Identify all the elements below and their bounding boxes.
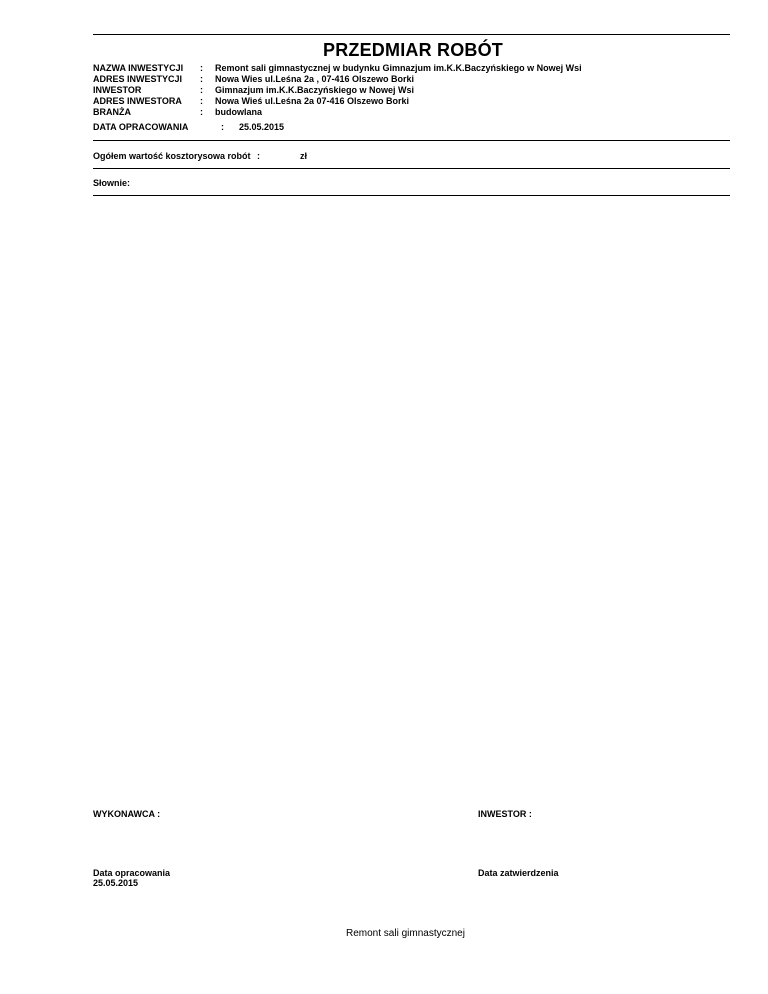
info-colon: : [200,107,203,117]
info-colon: : [200,63,203,73]
rule-above-words [93,168,730,169]
approval-date-label: Data zatwierdzenia [478,868,559,878]
rule-below-words [93,195,730,196]
info-value-investor: Gimnazjum im.K.K.Baczyńskiego w Nowej Wsi [215,85,415,95]
info-label-project-name: NAZWA INWESTYCJI [93,63,184,73]
info-colon: : [200,74,203,84]
total-value-colon: : [257,151,260,161]
date-prep-colon: : [221,122,224,132]
investor-label: INWESTOR : [478,809,532,819]
info-colon: : [200,96,203,106]
info-value-project-name: Remont sali gimnastycznej w budynku Gimnazjum im.K.K.Baczyńskiego w Nowej Wsi [215,63,582,73]
total-currency: zł [300,151,308,161]
date-prep-value: 25.05.2015 [239,122,285,132]
info-label-investor: INWESTOR [93,85,142,95]
prep-date-value: 25.05.2015 [93,878,139,888]
info-value-investor-address: Nowa Wieś ul.Leśna 2a 07-416 Olszewo Borki [215,96,409,106]
info-label-investor-address: ADRES INWESTORA [93,96,182,106]
info-label-branch: BRANŻA [93,107,131,117]
contractor-label: WYKONAWCA : [93,809,161,819]
title-rule [93,34,730,35]
in-words-label: Słownie: [93,178,131,188]
info-value-project-address: Nowa Wies ul.Leśna 2a , 07-416 Olszewo Borki [215,74,414,84]
info-colon: : [200,85,203,95]
page-footer: Remont sali gimnastycznej [346,928,465,939]
rule-above-total [93,140,730,141]
info-label-project-address: ADRES INWESTYCJI [93,74,183,84]
date-prep-label: DATA OPRACOWANIA [93,122,189,132]
total-value-label: Ogółem wartość kosztorysowa robót [93,151,251,161]
prep-date-label: Data opracowania [93,868,171,878]
document-title: PRZEDMIAR ROBÓT [323,40,503,60]
info-value-branch: budowlana [215,107,262,117]
